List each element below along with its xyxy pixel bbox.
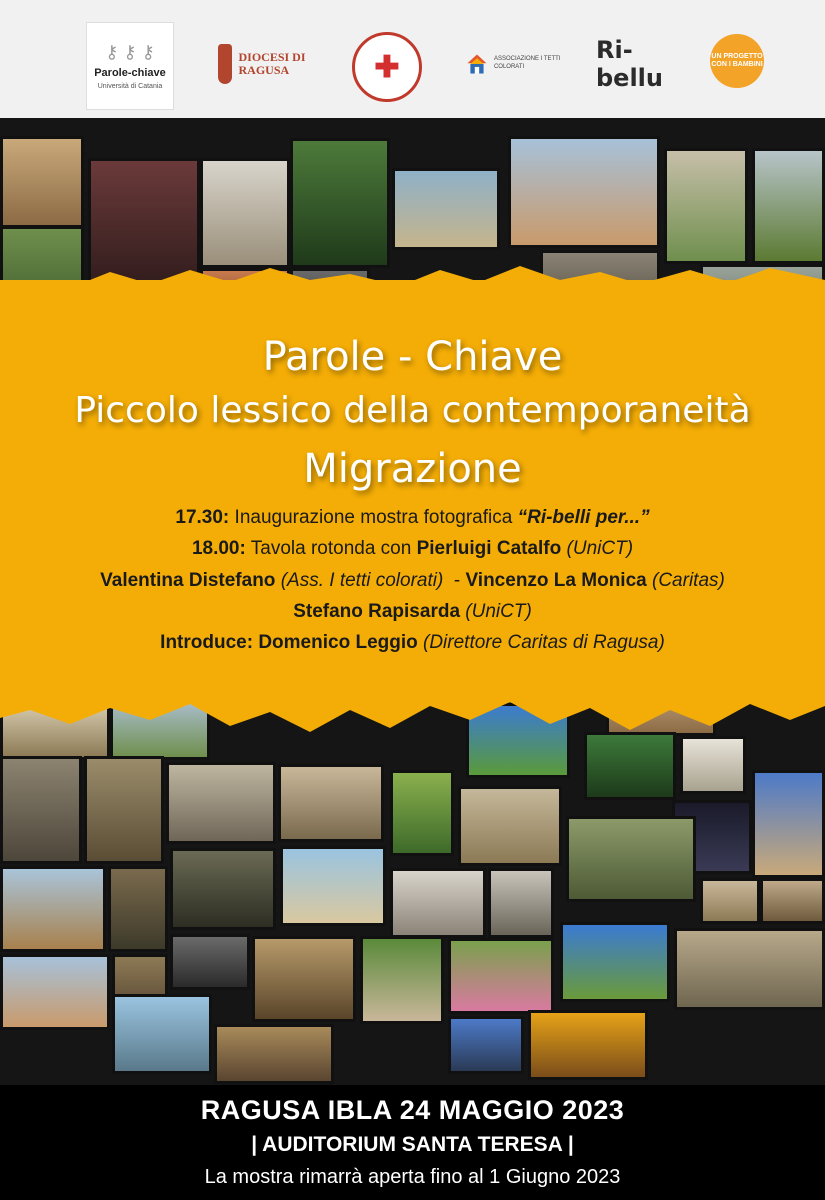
speaker-separator: - [443, 570, 466, 591]
logo-strip [0, 0, 825, 128]
speaker-la-monica-org: (Caritas) [646, 570, 725, 591]
photo [214, 1024, 334, 1084]
title-line-1: Parole - Chiave [262, 334, 563, 380]
ribelli-logo-text: Ri-bellu [596, 36, 663, 92]
photo [112, 994, 212, 1074]
introducer: Introduce: Domenico Leggio [160, 632, 418, 653]
photo [760, 878, 825, 924]
program-time-2: 18.00: [191, 538, 246, 559]
con-i-bambini-logo [710, 34, 764, 88]
photo [170, 934, 250, 990]
photo [674, 928, 825, 1010]
banner-torn-edge-bottom [0, 690, 825, 740]
program-text-2: Tavola rotonda con [245, 538, 417, 559]
photo [200, 158, 290, 268]
photo [488, 868, 554, 938]
keys-icon: ⚷ ⚷ ⚷ [105, 41, 155, 62]
tetti-colorati-logo [466, 44, 566, 84]
photo [170, 848, 276, 930]
photo [390, 770, 454, 856]
parole-chiave-logo-sub: Università di Catania [97, 82, 163, 90]
speaker-la-monica: Vincenzo La Monica [465, 570, 647, 591]
photo [664, 148, 748, 264]
speaker-catalfo: Pierluigi Catalfo [416, 538, 562, 559]
photo [280, 846, 386, 926]
program-line-2 [0, 538, 825, 560]
photo [360, 936, 444, 1024]
photo [390, 868, 486, 938]
photo [166, 762, 276, 844]
photo [290, 138, 390, 268]
photo [700, 878, 760, 924]
parole-chiave-logo [86, 22, 174, 110]
exhibition-closing-note: La mostra rimarrà aperta fino al 1 Giugno 2023 [204, 1166, 621, 1188]
ribelli-logo [596, 36, 686, 92]
program-line-5 [0, 632, 825, 654]
program-time-1: 17.30: [175, 507, 230, 528]
title-line-3: Migrazione [303, 446, 522, 492]
diocesi-emblem-icon [218, 44, 232, 84]
photo [0, 866, 106, 952]
photo [508, 136, 660, 248]
program-text-1: Inaugurazione mostra fotografica [229, 507, 518, 528]
photo [0, 954, 110, 1030]
program-line-4 [0, 601, 825, 623]
photo [84, 756, 164, 864]
photo [560, 922, 670, 1002]
event-place-date: RAGUSA IBLA 24 MAGGIO 2023 [200, 1095, 625, 1125]
photo [584, 732, 676, 800]
caritas-cross-icon: ✚ [374, 50, 400, 84]
photo [448, 938, 554, 1014]
event-venue: | AUDITORIUM SANTA TERESA | [251, 1133, 574, 1156]
photo [528, 1010, 648, 1080]
title-line-2: Piccolo lessico della contemporaneità [74, 390, 751, 431]
photo [458, 786, 562, 866]
speaker-rapisarda-org: (UniCT) [460, 601, 532, 622]
caritas-logo [352, 32, 422, 102]
photo [566, 816, 696, 902]
parole-chiave-logo-text: Parole-chiave [94, 66, 166, 79]
house-icon [466, 49, 488, 79]
con-i-bambini-logo-text: UN PROGETTO CON I BAMBINI [711, 52, 763, 68]
exhibition-title: “Ri-belli per...” [517, 507, 650, 528]
photo [108, 866, 168, 952]
speaker-distefano: Valentina Distefano [100, 570, 276, 591]
diocesi-logo [218, 40, 318, 88]
photo [0, 136, 84, 228]
photo [680, 736, 746, 794]
diocesi-logo-text: DIOCESI DI RAGUSA [238, 49, 306, 77]
program-line-3 [0, 570, 825, 592]
speaker-distefano-org: (Ass. I tetti colorati) [275, 570, 444, 591]
photo [448, 1016, 524, 1074]
photo [252, 936, 356, 1022]
photo [752, 770, 825, 878]
tetti-colorati-logo-text: ASSOCIAZIONE I TETTI COLORATI [493, 56, 561, 70]
program-line-1 [0, 507, 825, 529]
speaker-catalfo-org: (UniCT) [561, 538, 634, 559]
speaker-rapisarda: Stefano Rapisarda [293, 601, 461, 622]
introducer-org: (Direttore Caritas di Ragusa) [417, 632, 665, 653]
photo [0, 756, 82, 864]
photo [752, 148, 825, 264]
photo [278, 764, 384, 842]
photo [392, 168, 500, 250]
